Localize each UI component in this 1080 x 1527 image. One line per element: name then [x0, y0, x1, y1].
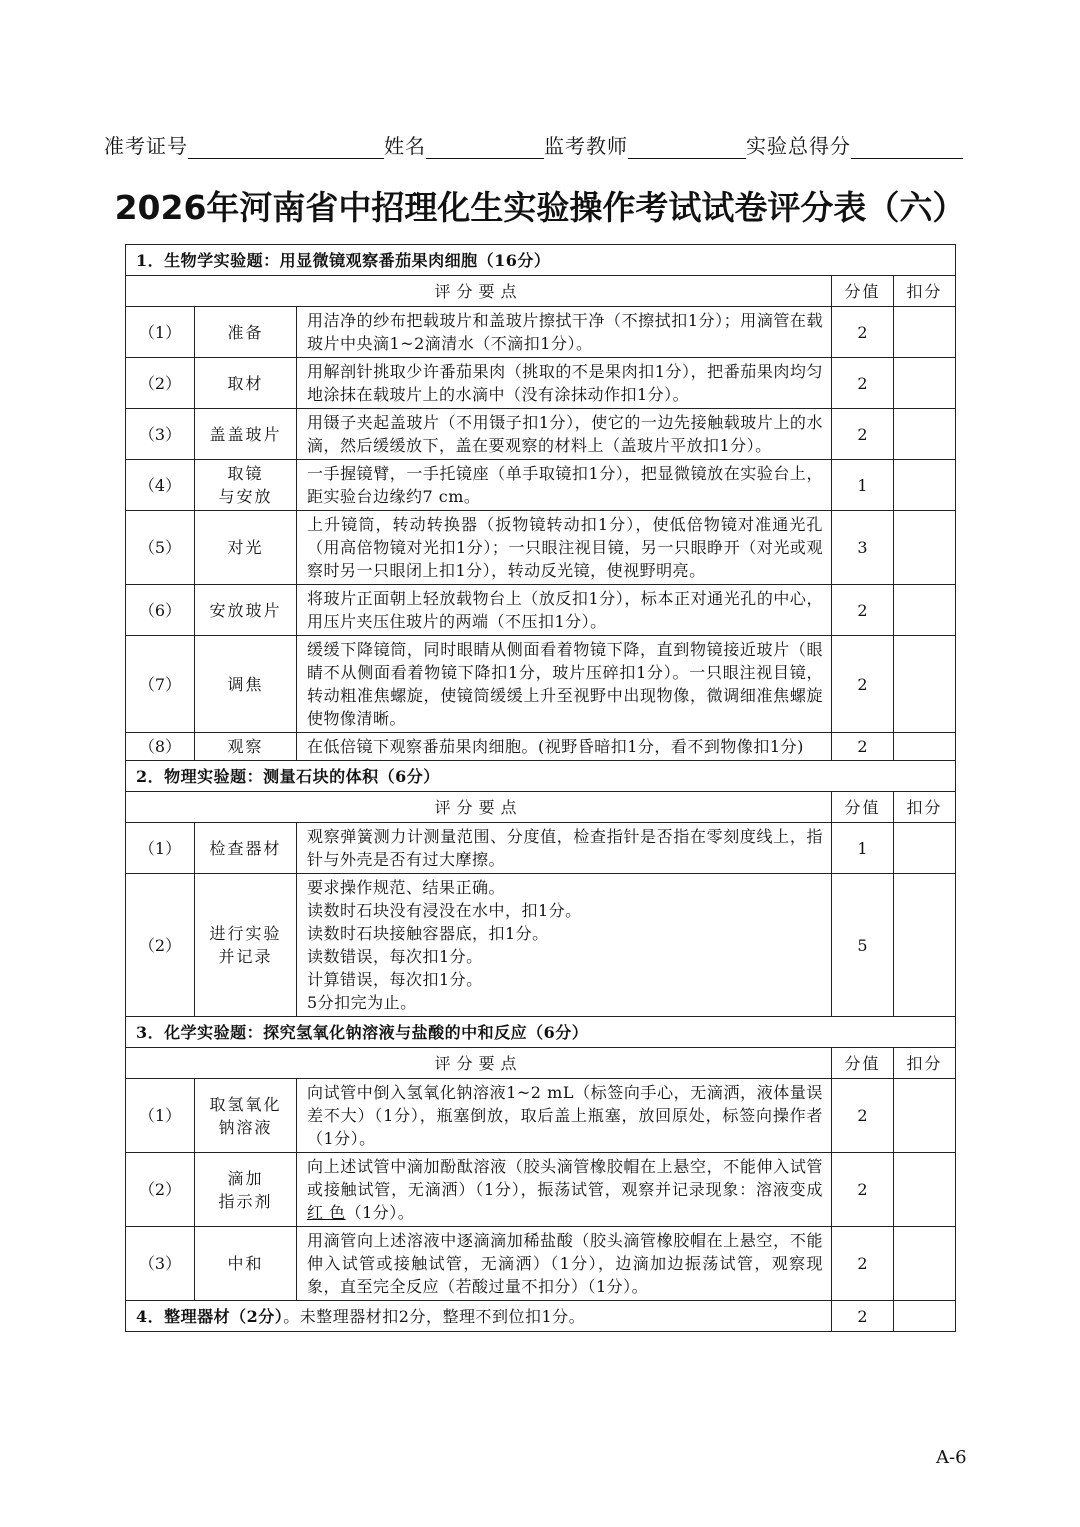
- row-description: 要求操作规范、结果正确。 读数时石块没有浸没在水中，扣1分。 读数时石块接触容器底，扣1分。 读数错误，每次扣1分。 计算错误，每次扣1分。 5分扣完为止。: [297, 874, 832, 1017]
- row-description: 上升镜筒，转动转换器（扳物镜转动扣1分），使低倍物镜对准通光孔（用高倍物镜对光扣1分）；一只眼注视目镜，另一只眼睁开（对光或观察时另一只眼闭上扣1分），转动反光镜，使视野明亮。: [297, 511, 832, 585]
- row-number: （8）: [126, 733, 195, 761]
- table-row: [126, 307, 956, 358]
- table-row: [126, 1301, 956, 1332]
- row-step-name: 取镜 与安放: [195, 460, 297, 511]
- row-step-name: 取氢氧化 钠溶液: [195, 1079, 297, 1153]
- candidate-info-line: [104, 130, 980, 159]
- row-description: 缓缓下降镜筒，同时眼睛从侧面看着物镜下降，直到物镜接近玻片（眼睛不从侧面看着物镜下降扣1分，玻片压碎扣1分）。一只眼注视目镜，转动粗准焦螺旋，使镜筒缓缓上升至视野中出现物像，微调细准焦螺旋使物像清晰。: [297, 636, 832, 733]
- row-description: 用解剖针挑取少许番茄果肉（挑取的不是果肉扣1分），把番茄果肉均匀地涂抹在载玻片上的水滴中（没有涂抹动作扣1分）。: [297, 358, 832, 409]
- row-number: （4）: [126, 460, 195, 511]
- row-score: 2: [832, 1079, 894, 1153]
- row-number: （2）: [126, 874, 195, 1017]
- row-score: 5: [832, 874, 894, 1017]
- row-deduct-cell[interactable]: [894, 585, 956, 636]
- row-step-name: 观察: [195, 733, 297, 761]
- row-description-tail: （1分）。: [345, 1203, 415, 1222]
- page-title: 2026年河南省中招理化生实验操作考试试卷评分表（六）: [114, 188, 966, 227]
- row-description-text: 向上述试管中滴加酚酞溶液（胶头滴管橡胶帽在上悬空，不能伸入试管或接触试管，无滴洒）（1分），振荡试管，观察并记录现象：溶液变成: [307, 1157, 823, 1199]
- row-description: 向试管中倒入氢氧化钠溶液1~2 mL（标签向手心，无滴洒，液体量误差不大）（1分），瓶塞倒放，取后盖上瓶塞，放回原处，标签向操作者（1分）。: [297, 1079, 832, 1153]
- row-step-name: 检查器材: [195, 823, 297, 874]
- row-description: 用滴管向上述溶液中逐滴滴加稀盐酸（胶头滴管橡胶帽在上悬空，不能伸入试管或接触试管，无滴洒）（1分），边滴加边振荡试管，观察现象，直至完全反应（若酸过量不扣分）（1分）。: [297, 1227, 832, 1301]
- row-score: 2: [832, 585, 894, 636]
- exam-id-label: 准考证号: [104, 134, 188, 158]
- row-deduct-cell[interactable]: [894, 1227, 956, 1301]
- exam-id-blank[interactable]: [188, 136, 384, 159]
- cleanup-title: 4．整理器材（2分）: [136, 1306, 284, 1326]
- column-header-deduct: 扣分: [894, 792, 956, 823]
- table-row: [126, 823, 956, 874]
- row-score: 2: [832, 733, 894, 761]
- row-score: 2: [832, 409, 894, 460]
- row-score: 2: [832, 307, 894, 358]
- column-header-points: 评分要点: [126, 276, 832, 307]
- row-description: 一手握镜臂，一手托镜座（单手取镜扣1分），把显微镜放在实验台上，距实验台边缘约7 cm。: [297, 460, 832, 511]
- section-title-physics: 2．物理实验题：测量石块的体积（6分）: [126, 761, 956, 792]
- row-score: 2: [832, 1153, 894, 1227]
- row-number: （7）: [126, 636, 195, 733]
- row-number: （3）: [126, 1227, 195, 1301]
- row-description: 用洁净的纱布把载玻片和盖玻片擦拭干净（不擦拭扣1分）；用滴管在载玻片中央滴1~2滴清水（不滴扣1分）。: [297, 307, 832, 358]
- row-number: （2）: [126, 1153, 195, 1227]
- row-deduct-cell[interactable]: [894, 733, 956, 761]
- row-number: （6）: [126, 585, 195, 636]
- row-number: （2）: [126, 358, 195, 409]
- row-deduct-cell[interactable]: [894, 823, 956, 874]
- table-row: [126, 1153, 956, 1227]
- table-row: [126, 636, 956, 733]
- cleanup-rule: 。未整理器材扣2分，整理不到位扣1分。: [283, 1306, 586, 1326]
- row-step-name: 对光: [195, 511, 297, 585]
- column-header-deduct: 扣分: [894, 276, 956, 307]
- section-title-biology: 1．生物学实验题：用显微镜观察番茄果肉细胞（16分）: [126, 245, 956, 276]
- row-description: 观察弹簧测力计测量范围、分度值，检查指针是否指在零刻度线上，指针与外壳是否有过大摩擦。: [297, 823, 832, 874]
- proctor-label: 监考教师: [544, 134, 628, 158]
- answer-blank: 红 色: [307, 1203, 346, 1222]
- table-row: [126, 874, 956, 1017]
- row-deduct-cell[interactable]: [894, 874, 956, 1017]
- row-deduct-cell[interactable]: [894, 1153, 956, 1227]
- column-header-score: 分值: [832, 792, 894, 823]
- row-deduct-cell[interactable]: [894, 1079, 956, 1153]
- row-number: （1）: [126, 1079, 195, 1153]
- row-description: 用镊子夹起盖玻片（不用镊子扣1分），使它的一边先接触载玻片上的水滴，然后缓缓放下，盖在要观察的材料上（盖玻片平放扣1分）。: [297, 409, 832, 460]
- row-score: 1: [832, 460, 894, 511]
- column-header-points: 评分要点: [126, 1048, 832, 1079]
- row-deduct-cell[interactable]: [894, 307, 956, 358]
- row-deduct-cell[interactable]: [894, 409, 956, 460]
- row-step-name: 滴加 指示剂: [195, 1153, 297, 1227]
- row-deduct-cell[interactable]: [894, 1301, 956, 1332]
- row-deduct-cell[interactable]: [894, 636, 956, 733]
- row-step-name: 盖盖玻片: [195, 409, 297, 460]
- name-blank[interactable]: [426, 136, 544, 159]
- section-title-cleanup: [126, 1301, 832, 1332]
- row-score: 3: [832, 511, 894, 585]
- row-step-name: 中和: [195, 1227, 297, 1301]
- row-step-name: 安放玻片: [195, 585, 297, 636]
- column-header-deduct: 扣分: [894, 1048, 956, 1079]
- name-label: 姓名: [384, 134, 426, 158]
- row-step-name: 进行实验 并记录: [195, 874, 297, 1017]
- row-score: 1: [832, 823, 894, 874]
- row-step-name: 取材: [195, 358, 297, 409]
- table-row: [126, 733, 956, 761]
- table-row: [126, 585, 956, 636]
- page-number: A-6: [936, 1447, 967, 1468]
- table-row: [126, 409, 956, 460]
- column-header-points: 评分要点: [126, 792, 832, 823]
- row-score: 2: [832, 1227, 894, 1301]
- table-row: [126, 1079, 956, 1153]
- row-score: 2: [832, 358, 894, 409]
- row-number: （5）: [126, 511, 195, 585]
- row-deduct-cell[interactable]: [894, 358, 956, 409]
- table-row: [126, 511, 956, 585]
- row-number: （1）: [126, 823, 195, 874]
- total-score-label: 实验总得分: [746, 134, 851, 158]
- proctor-blank[interactable]: [628, 136, 746, 159]
- row-description: 将玻片正面朝上轻放载物台上（放反扣1分），标本正对通光孔的中心，用压片夹压住玻片的两端（不压扣1分）。: [297, 585, 832, 636]
- table-row: [126, 460, 956, 511]
- row-step-name: 调焦: [195, 636, 297, 733]
- table-row: [126, 1227, 956, 1301]
- scoring-table: [125, 244, 956, 1332]
- row-step-name: 准备: [195, 307, 297, 358]
- row-description: [297, 1153, 832, 1227]
- row-number: （3）: [126, 409, 195, 460]
- row-score: 2: [832, 1301, 894, 1332]
- row-deduct-cell[interactable]: [894, 511, 956, 585]
- column-header-score: 分值: [832, 1048, 894, 1079]
- table-row: [126, 358, 956, 409]
- section-title-chemistry: 3．化学实验题：探究氢氧化钠溶液与盐酸的中和反应（6分）: [126, 1017, 956, 1048]
- row-score: 2: [832, 636, 894, 733]
- total-score-blank[interactable]: [851, 136, 963, 159]
- row-description: 在低倍镜下观察番茄果肉细胞。(视野昏暗扣1分，看不到物像扣1分): [297, 733, 832, 761]
- column-header-score: 分值: [832, 276, 894, 307]
- row-number: （1）: [126, 307, 195, 358]
- row-deduct-cell[interactable]: [894, 460, 956, 511]
